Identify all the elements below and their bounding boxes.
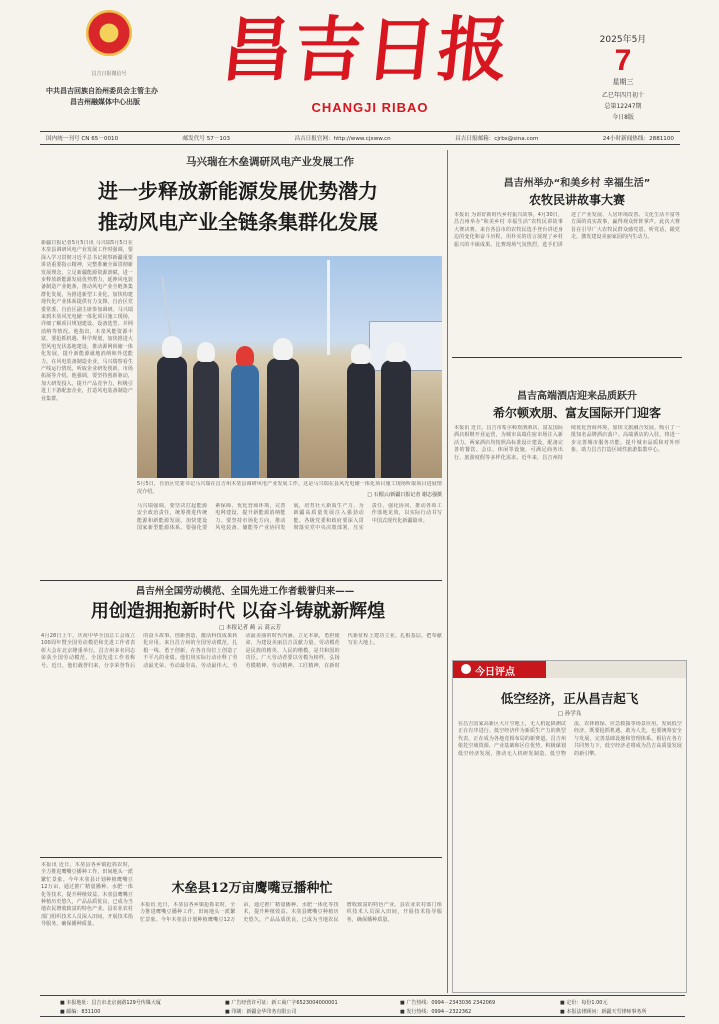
bottom-headline: 木垒县12万亩鹰嘴豆播种忙 [171, 881, 333, 896]
footer-legal: ■ 本报法律顾问：新疆天雪律师事务所 [560, 1009, 647, 1015]
lunar-date: 乙巳年四月初十 [601, 92, 644, 99]
info-website: 昌吉日报官网：http://www.cjxww.cn [294, 136, 391, 142]
column-tag [453, 661, 686, 678]
column-separator [447, 150, 448, 993]
bottom-body-right: 本报讯 近日，木垒县各乡镇抢抓农时，全力推进鹰嘴豆播种工作，田间地头一派繁忙景象。今年木垒县计划种植鹰嘴豆12万亩，通过推广精量播种、水肥一体化等技术，提升种植效益。木垒县鹰嘴豆种植历史悠久，产品品质优良，已成为当地农民增收致富的特色产业。县农业农村部门组织技术人员深入田间，开展技术指导服务，确保播种质量。 [140, 902, 442, 923]
info-email: 昌吉日报邮箱：cjrbs@sina.com [455, 136, 539, 142]
bottom-body-left: 本报讯 近日，木垒县各乡镇抢抓农时，全力推进鹰嘴豆播种工作，田间地头一派繁忙景象。今年木垒县计划种植鹰嘴豆12万亩，通过推广精量播种、水肥一体化等技术，提升种植效益。木垒县鹰嘴豆种植历史悠久，产品品质优良，已成为当地农民增收致富的特色产业。县农业农村部门组织技术人员深入田间，开展技术指导服务，确保播种质量。 [41, 862, 133, 928]
right-top-headline: 农牧民讲故事大赛 [528, 193, 625, 207]
lead-headline-2: 推动风电产业全链条集群化发展 [98, 210, 378, 234]
feature-byline: □ 本报记者 蔺 云 蒿云芳 [219, 625, 281, 631]
footer-bar [40, 995, 685, 1017]
column-body: 在昌吉国家高新区大片空地上，无人机起降测试正在有序进行。低空经济作为新质生产力的典型代表，正在成为各地竞相布局的新赛道。昌吉州依托空域资源、产业基础和区位优势，积极谋划低空经济发展，推动无人机研发制造、低空物流、农林植保、应急救援等场景应用。发展低空经济，既要抢抓机遇、敢为人先，也要统筹安全与发展，完善基础设施和管理体系。相信在各方共同努力下，低空经济必将成为昌吉高质量发展的新引擎。 [458, 721, 682, 757]
right-mid-body: 本报讯 近日，昌吉市希尔顿欢朋酒店、富友国际酒店相继开业运营，为城市高端住宿市场注入新活力。两家酒店均按照高标准设计建设，配备完善的餐饮、会议、休闲等设施，可满足商务出行、旅游度假等多样化需求。近年来，昌吉州持续优化营商环境，加快文旅融合发展，吸引了一批知名品牌酒店落户。高端酒店的入驻，将进一步完善城市服务功能，提升城市品质和对外形象，助力昌吉打造区域性旅游集散中心。 [454, 425, 680, 461]
column-headline: 低空经济，正从昌吉起飞 [500, 691, 639, 706]
paper-pinyin: CHANGJI RIBAO [311, 100, 429, 115]
info-cn-number: 国内统一刊号 CN 65－0010 [46, 136, 119, 142]
column-box [452, 660, 687, 993]
footer-ad-hotline: ■ 广告热线：0994－2343036 2342069 [400, 1000, 496, 1006]
lead-divider [40, 580, 442, 581]
column-tag-label: 今日评点 [475, 667, 515, 678]
footer-distribution: ■ 发行热线：0994－2322362 [400, 1009, 472, 1015]
group-of-officials [157, 336, 427, 478]
feature-kicker: 昌吉州全国劳动模范、全国先进工作者载誉归来—— [135, 586, 355, 597]
logo-caption: 昌吉日报微信号 [91, 71, 127, 77]
footer-address: ■ 本报地址：昌吉市北京南路129号传媒大厦 [60, 1000, 161, 1006]
page-count: 今日8版 [612, 114, 634, 121]
lead-body-left: 新疆日报记者5月5日讯 马兴瑞5月5日在木垒县调研风电产业发展工作时强调，要深入学习贯彻习近平总书记视察新疆重要讲话重要指示精神，完整准确全面贯彻新发展理念，立足新疆能源资源禀赋，进一步释放新能源发展优势潜力，延伸风电装备制造产业链条，推动风电产业全链条集群化发展，为推进新型工业化、加快构建现代化产业体系提供有力支撑。自治区党委常委、自治区副主席参加调研。马兴瑞来到木垒风光电储一体化项目施工现场，详细了解项目规划建设、设备选型、并网消纳等情况。他指出，木垒风能资源丰富，要抢抓机遇、科学规划，加快推进大型风电光伏基地建设，推动源网荷储一体化发展，提升新能源就地消纳和外送能力。在风电装备制造企业，马兴瑞察看生产线运行情况，听取企业研发创新、市场拓展等介绍。他强调，要坚持创新驱动，加大研发投入，提升产品竞争力，积极引进上下游配套企业，打造风电装备制造产业集群。 [41, 240, 133, 402]
day-number: 7 [614, 44, 632, 77]
column-tag-icon [461, 664, 471, 674]
right-top-body: 本报讯 为讲好新时代乡村振兴故事，4月30日，昌吉州举办“和美乡村 幸福生活”农牧民讲故事大赛决赛。来自各县市的农牧民选手登台讲述身边的变化和奋斗历程，用朴实的语言展现了乡村振兴的丰硕成果。比赛现场气氛热烈，选手们讲述了产业发展、人居环境改善、文化生活丰富等方面的真实故事，赢得观众阵阵掌声。此次大赛旨在引导广大农牧民群众感党恩、听党话、跟党走，激发建设美丽家园的内生动力。 [454, 212, 680, 248]
year-month: 2025年5月 [599, 35, 647, 45]
masthead-logo-emblem [86, 10, 132, 56]
right-mid-headline: 希尔顿欢朋、富友国际开门迎客 [492, 406, 661, 420]
right-top-divider [452, 357, 682, 358]
feature-headline: 用创造拥抱新时代 以奋斗铸就新辉煌 [90, 601, 386, 622]
weekday: 星期三 [612, 78, 634, 86]
lead-body-bottom: 马兴瑞强调，要坚决扛起能源安全政治责任，统筹推进传统能源和新能源发展，加快建设国家新型能源体系。要强化要素保障，优化营商环境，完善电网建设，提升新能源消纳能力。要坚持市场化方向，推动风电装备、储能等产业协同发展，培育壮大新质生产力，为新疆高质量发展注入强劲动能。各级党委和政府要深入贯彻落实党中央决策部署，压实责任、强化协同，推动各项工作落地见效，以实际行动书写中国式现代化新疆篇章。 [137, 503, 442, 532]
feature-divider [40, 857, 442, 858]
column-byline: □ 孙学良 [557, 711, 582, 717]
feature-body: 4月28日上午，庆祝中华全国总工会成立100周年暨全国劳动模范和先进工作者表彰大会在北京隆重举行。昌吉州多名同志荣获全国劳动模范、全国先进工作者称号。近日，他们载誉归来，分享荣誉背后的奋斗故事。创新创造，激活科技成果转化应用。来自昌吉州的全国劳动模范，扎根一线、勇于创新，在各自岗位上创造了不平凡的业绩。他们用实际行动诠释了劳动最光荣、劳动最崇高、劳动最伟大、劳动最美丽的时代内涵。立足本职，勇担使命，为建设美丽昌吉贡献力量。劳动模范是民族的精英、人民的楷模，是共和国的功臣。广大劳动者要以劳模为榜样，弘扬劳模精神、劳动精神、工匠精神，在新时代新征程上建功立业。扎根基层，把奉献写在大地上。 [41, 633, 442, 669]
right-mid-kicker: 昌吉高端酒店迎来品质跃升 [517, 391, 637, 402]
footer-printer: ■ 印刷：新疆金华印务有限公司 [225, 1009, 297, 1015]
lead-photo-credit: □ 石榴云/新疆日报记者 谢志强摄 [367, 492, 442, 498]
footer-ad-license: ■ 广告经营许可证：新工商广字6523004000001 [225, 1000, 338, 1006]
issue-total: 总第12247期 [604, 103, 642, 110]
paper-title: 昌吉日报 [217, 8, 515, 91]
right-top-kicker: 昌吉州举办“和美乡村 幸福生活” [503, 178, 651, 189]
info-post-code: 邮发代号 57－103 [182, 136, 231, 142]
footer-price: ■ 定价：每份1.00元 [560, 1000, 608, 1006]
footer-postcode: ■ 邮编：831100 [60, 1009, 101, 1015]
info-hotline: 24小时新闻热线：2881100 [602, 136, 674, 142]
lead-photo [137, 256, 442, 478]
lead-photo-caption: 5月5日，自治区党委书记马兴瑞在昌吉州木垒县调研风电产业发展工作。这是马兴瑞在县风光电储一体化项目施工现场听取项目进展情况介绍。 [137, 481, 442, 495]
info-bar [40, 131, 680, 145]
lead-kicker: 马兴瑞在木垒调研风电产业发展工作 [186, 156, 354, 168]
lead-headline-1: 进一步释放新能源发展优势潜力 [98, 179, 378, 203]
org-line-2: 昌吉州融媒体中心出版 [70, 98, 140, 106]
masthead [0, 0, 719, 125]
date-block [588, 32, 658, 121]
org-line-1: 中共昌吉回族自治州委员会主管主办 [46, 87, 158, 95]
